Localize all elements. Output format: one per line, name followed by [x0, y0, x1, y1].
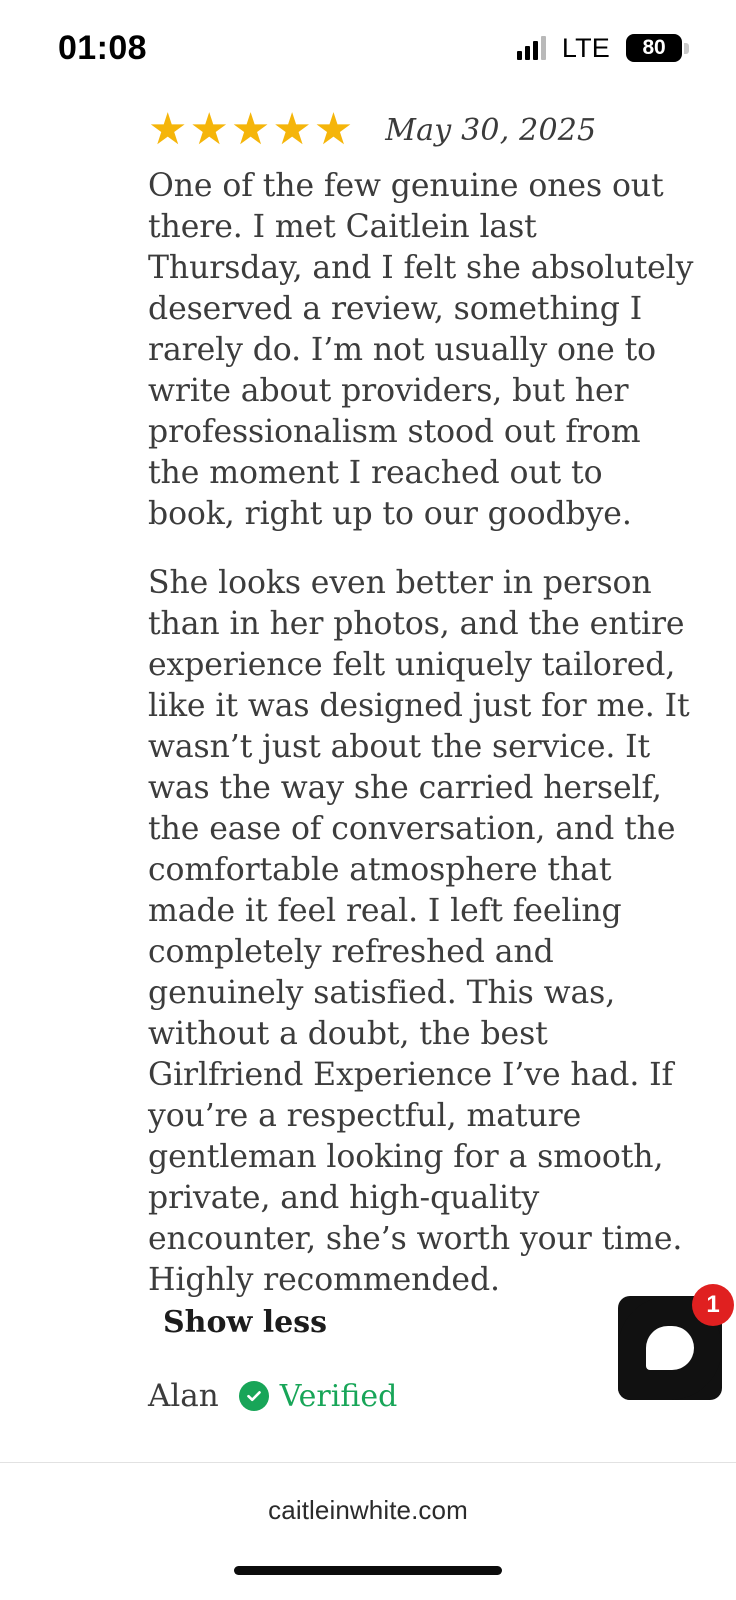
- home-indicator[interactable]: [234, 1566, 502, 1575]
- check-circle-icon: [239, 1381, 269, 1411]
- show-less-toggle[interactable]: Show less: [163, 1305, 328, 1340]
- star-rating-icon: ★★★★★: [148, 105, 356, 154]
- browser-url-bar[interactable]: [0, 1462, 736, 1558]
- network-type-label: LTE: [561, 32, 610, 63]
- review-date: May 30, 2025: [385, 112, 597, 148]
- status-badge: [239, 1379, 398, 1414]
- battery-icon: [626, 34, 682, 62]
- verified-label: Verified: [279, 1378, 398, 1414]
- chat-widget-button[interactable]: [618, 1291, 722, 1400]
- status-bar: [0, 0, 736, 96]
- battery-level-label: 80: [642, 36, 666, 59]
- status-time: 01:08: [58, 28, 147, 67]
- review-header: [30, 96, 706, 166]
- url-text: caitleinwhite.com: [268, 1495, 468, 1525]
- reviewer-name: Alan: [148, 1378, 219, 1414]
- status-indicators: [517, 33, 682, 64]
- review-content: [0, 96, 736, 1462]
- review-text: [30, 166, 706, 1301]
- chat-bubble-icon: [646, 1326, 694, 1370]
- review-paragraph: She looks even better in person than in her photos, and the entire experience felt uniquely tailored, like it was designed just for me. It wasn’t just about the service. It was the way she carried herself, the ease of conversation, and the comfortable atmosphere that made it feel real. I left feeling completely refreshed and genuinely satisfied. This was, without a doubt, the best Girlfriend Experience I’ve had. If you’re a respectful, mature gentleman looking for a smooth, private, and high-quality encounter, she’s worth your time. Highly recommended.: [148, 565, 690, 1298]
- home-indicator-area: [0, 1558, 736, 1600]
- reviewer-row: [30, 1378, 706, 1414]
- cellular-signal-icon: [517, 36, 546, 60]
- review-paragraph: One of the few genuine ones out there. I met Caitlein last Thursday, and I felt she absolutely deserved a review, something I rarely do. I’m not usually one to write about providers, but her professionalism stood out from the moment I reached out to book, right up to our goodbye.: [148, 168, 694, 532]
- chat-unread-badge: 1: [692, 1284, 734, 1326]
